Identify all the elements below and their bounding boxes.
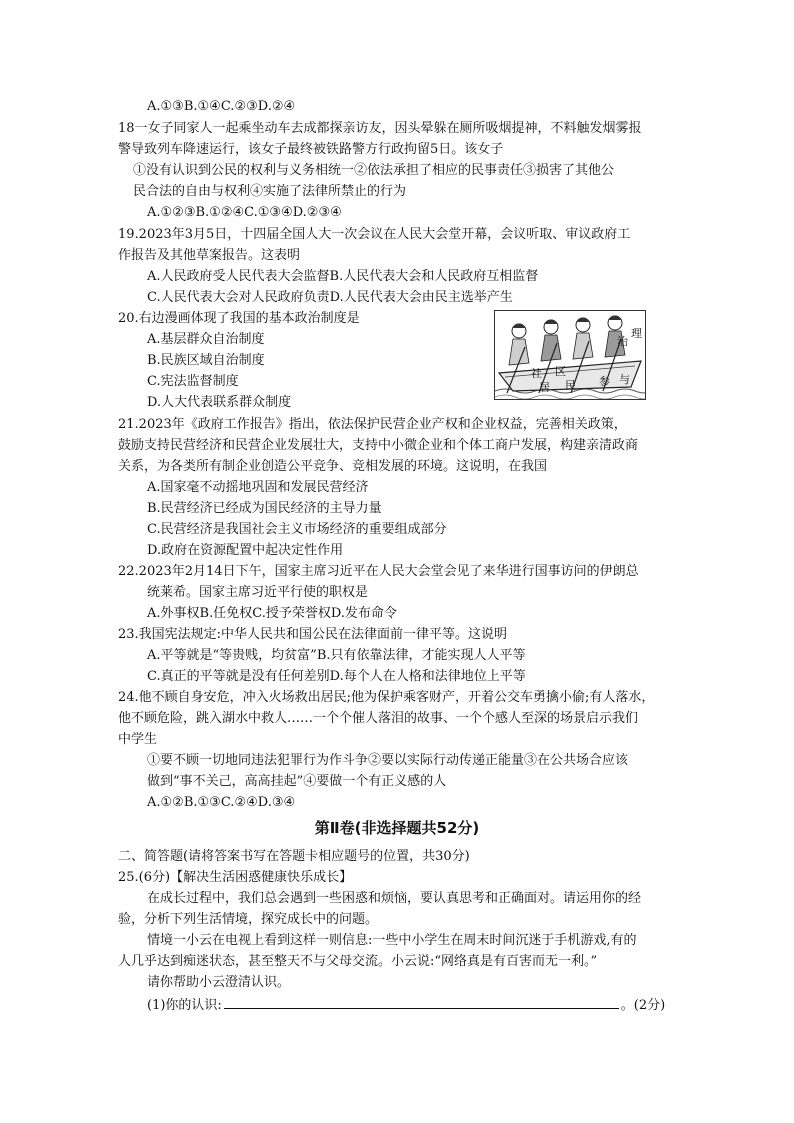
q21-stem-line2: 鼓励支持民营经济和民营企业发展壮大，支持中小微企业和个体工商户发展，构建亲清政商 xyxy=(118,438,639,453)
q20-option-b: B.民族区域自治制度 xyxy=(147,353,265,368)
q20-stem: 20.右边漫画体现了我国的基本政治制度是 xyxy=(118,311,360,326)
section-2-instructions: 二、简答题(请将答案书写在答题卡相应题号的位置，共30分) xyxy=(118,849,470,864)
q18-statements-line1: ①没有认识到公民的权利与义务相统一②依法承担了相应的民事责任③损害了其他公 xyxy=(133,163,615,178)
q18-stem-line2: 警导致列车降速运行，该女子最终被铁路警方行政拘留5日。该女子 xyxy=(118,142,504,157)
q22-stem-line2: 统莱希。国家主席习近平行使的职权是 xyxy=(147,585,369,600)
q25-intro-line2: 验，分析下列生活情境，探究成长中的问题。 xyxy=(118,912,379,927)
q25-scenario-line2: 人几乎达到痴迷状态，甚至整天不与父母交流。小云说:“网络真是有百害而无一利。” xyxy=(118,954,598,969)
q25-answer-line xyxy=(147,995,665,1015)
q17-options: A.①③B.①④C.②③D.②④ xyxy=(147,99,296,114)
q19-options-ab: A.人民政府受人民代表大会监督B.人民代表大会和人民政府互相监督 xyxy=(147,269,539,284)
q24-statements-line2: 做到“事不关己，高高挂起”④要做一个有正义感的人 xyxy=(147,774,447,789)
q18-stem-line1: 18一女子同家人一起乘坐动车去成都探亲访友，因头晕躲在厕所吸烟提神，不料触发烟雾报 xyxy=(118,121,642,136)
q21-option-b: B.民营经济已经成为国民经济的主导力量 xyxy=(147,501,382,516)
q22-stem-line1: 22.2023年2月14日下午，国家主席习近平在人民大会堂会见了来华进行国事访问的伊朗总 xyxy=(118,564,639,579)
q18-statements-line2: 民合法的自由与权利④实施了法律所禁止的行为 xyxy=(133,184,407,199)
q23-options-ab: A.平等就是“等贵贱，均贫富”B.只有依靠法律，才能实现人人平等 xyxy=(147,648,526,663)
q18-options: A.①②③B.①②④C.①③④D.②③④ xyxy=(147,205,342,220)
q23-stem: 23.我国宪法规定:中华人民共和国公民在法律面前一律平等。这说明 xyxy=(118,627,508,642)
q20-option-c: C.宪法监督制度 xyxy=(147,374,239,389)
section-2-title: 第Ⅱ卷(非选择题共52分) xyxy=(314,819,480,837)
q24-stem-line1: 24.他不顾自身安危，冲入火场救出居民;他为保护乘客财产，开着公交车勇擒小偷;有人落水， xyxy=(118,690,655,705)
cartoon-label: 社 xyxy=(531,367,542,380)
q24-statements-line1: ①要不顾一切地同违法犯罪行为作斗争②要以实际行动传递正能量③在公共场合应该 xyxy=(147,753,629,768)
cartoon-label: 治 xyxy=(617,335,628,348)
q25-prompt: 请你帮助小云澄清认识。 xyxy=(147,975,291,990)
q24-stem-line3: 中学生 xyxy=(118,732,158,747)
q21-stem-line3: 关系，为各类所有制企业创造公平竞争、竞相发展的环境。这说明，在我国 xyxy=(118,459,548,474)
q24-stem-line2: 他不顾危险，跳入湖水中救人……一个个催人落泪的故事、一个个感人至深的场景启示我们 xyxy=(118,711,639,726)
q25-answer-blank[interactable] xyxy=(224,995,619,1009)
q23-options-cd: C.真正的平等就是没有任何差别D.每个人在人格和法律地位上平等 xyxy=(147,669,526,684)
cartoon-label: 参 xyxy=(599,375,610,388)
cartoon-label: 民 xyxy=(565,379,576,392)
q20-cartoon-image xyxy=(494,310,646,400)
q19-stem-line2: 作报告及其他草案报告。这表明 xyxy=(118,248,301,263)
q25-intro-line1: 在成长过程中，我们总会遇到一些困惑和烦恼，要认真思考和正确面对。请运用你的经 xyxy=(147,891,642,906)
q25-heading: 25.(6分)【解决生活困惑健康快乐成长】 xyxy=(118,870,353,885)
q20-option-a: A.基层群众自治制度 xyxy=(147,332,265,347)
q22-options: A.外事权B.任免权C.授予荣誉权D.发布命令 xyxy=(147,606,397,621)
cartoon-label: 居 xyxy=(539,381,550,394)
q21-option-c: C.民营经济是我国社会主义市场经济的重要组成部分 xyxy=(147,522,447,537)
q19-options-cd: C.人民代表大会对人民政府负责D.人民代表大会由民主选举产生 xyxy=(147,290,513,305)
q21-option-d: D.政府在资源配置中起决定性作用 xyxy=(147,543,344,558)
q25-scenario-line1: 情境一小云在电视上看到这样一则信息:一些中小学生在周末时间沉迷于手机游戏,有的 xyxy=(147,933,637,948)
q21-stem-line1: 21.2023年《政府工作报告》指出，依法保护民营企业产权和企业权益，完善相关政策， xyxy=(118,417,627,432)
q20-option-d: D.人大代表联系群众制度 xyxy=(147,395,292,410)
q25-answer-prefix: (1)你的认识: xyxy=(147,998,222,1013)
cartoon-label: 区 xyxy=(555,365,566,378)
cartoon-label: 与 xyxy=(619,373,630,386)
cartoon-label: 理 xyxy=(631,327,642,340)
q24-options: A.①②B.①③C.②④D.③④ xyxy=(147,795,296,810)
q21-option-a: A.国家毫不动摇地巩固和发展民营经济 xyxy=(147,480,369,495)
q19-stem-line1: 19.2023年3月5日，十四届全国人大一次会议在人民大会堂开幕，会议听取、审议政府工 xyxy=(118,227,631,242)
q25-answer-suffix: 。(2分) xyxy=(620,998,666,1013)
